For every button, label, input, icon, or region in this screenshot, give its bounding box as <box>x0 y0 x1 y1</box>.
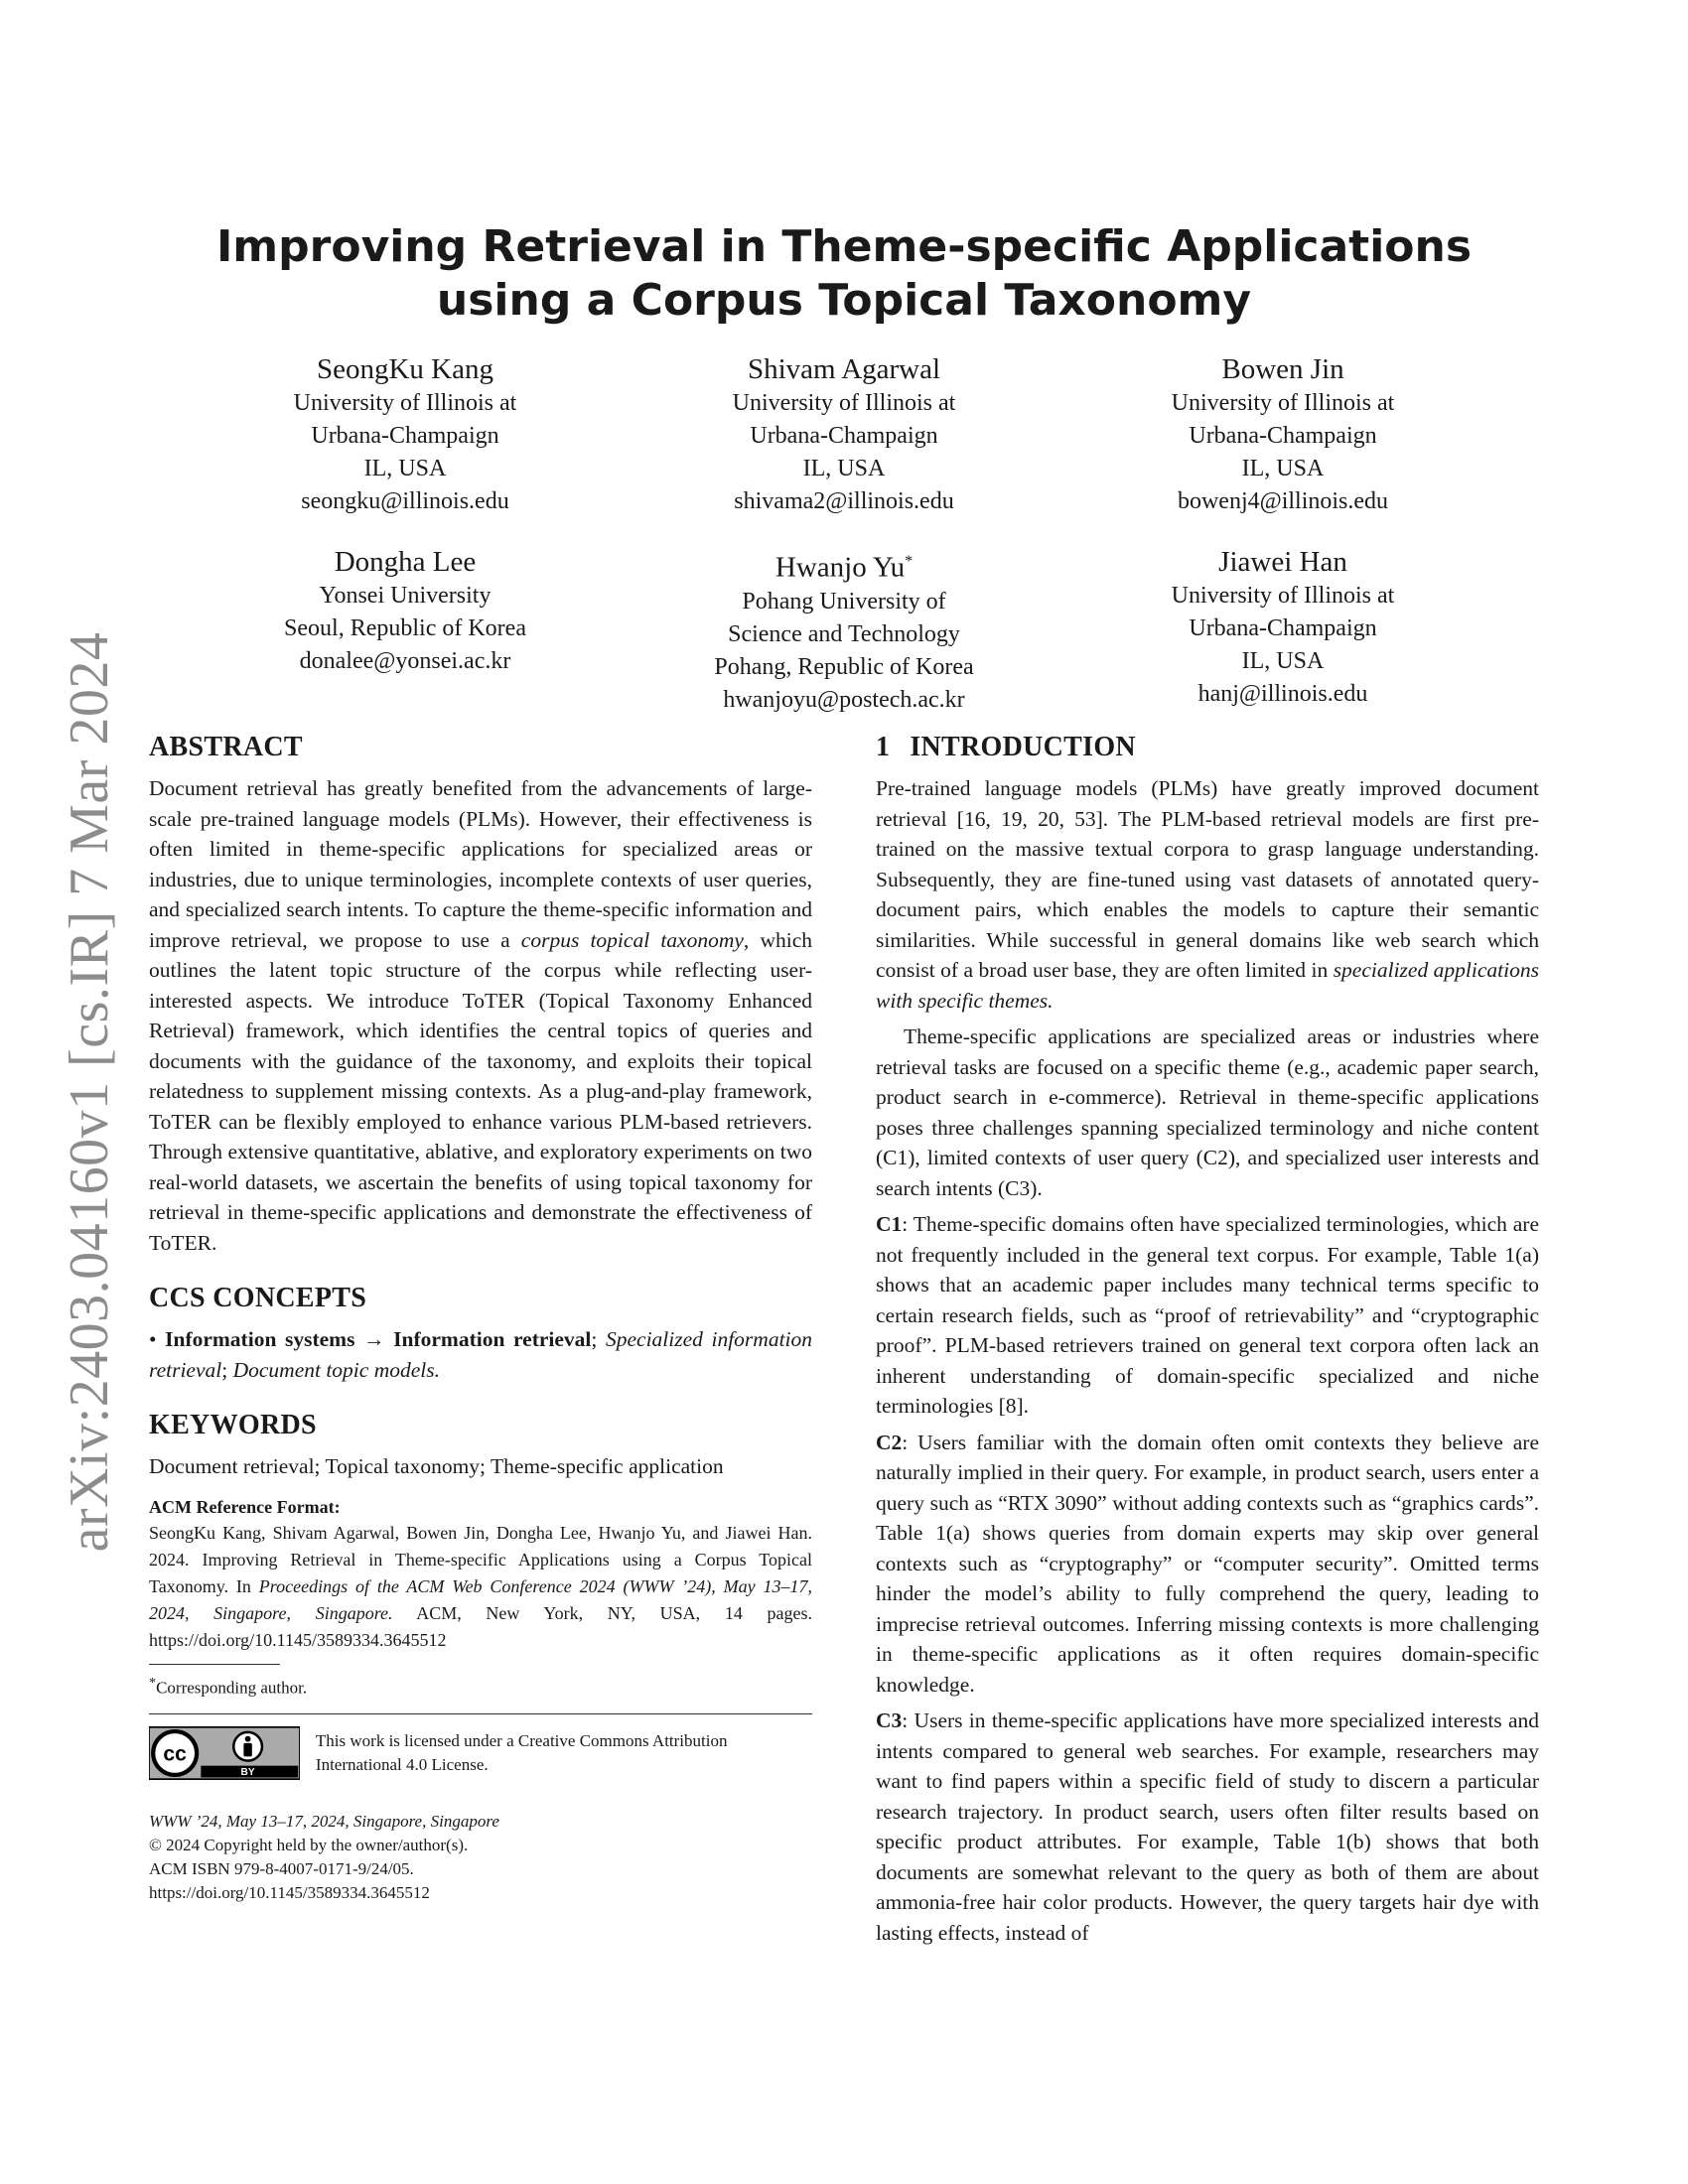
publication-venue: WWW ’24, May 13–17, 2024, Singapore, Singapore <box>149 1812 499 1832</box>
author-affiliation: Urbana-Champaign <box>750 423 938 449</box>
author-email[interactable]: bowenj4@illinois.edu <box>1177 488 1389 514</box>
author-affiliation: Urbana-Champaign <box>1189 615 1377 641</box>
challenge-text: : Users familiar with the domain often omit contexts they believe are naturally implied in their query. For example, in product search, users enter a query such as “RTX 3090” without adding contexts such as “graphics cards”. Table 1(a) shows queries from domain experts may skip over general contexts such as “cryptography” or “computer security”. Omitted terms hinder the model’s ability to fully comprehend the query, leading to imprecise retrieval outcomes. Inferring missing contexts is more challenging in theme-specific applications as it often requires domain-specific knowledge. <box>876 1430 1539 1697</box>
right-column <box>876 731 1539 1948</box>
author-block <box>1094 351 1472 518</box>
ccs-heading: CCS CONCEPTS <box>149 1283 367 1313</box>
author-name: SeongKu Kang <box>316 353 493 385</box>
introduction-heading <box>876 731 1539 764</box>
reference-plain-1: SeongKu Kang, Shivam Agarwal, Bowen Jin, Dongha Lee, Hwanjo Yu, and Jiawei Han. 2024. Improving Retrieval in Theme-specific Applications using a Corpus Topical Taxonomy. In <box>149 1522 812 1596</box>
footnote <box>149 1671 812 1701</box>
author-block <box>216 544 594 678</box>
keywords-text: Document retrieval; Topical taxonomy; Theme-specific application <box>149 1454 724 1478</box>
ccs-concept-3: Specialized information retrieval <box>149 1327 813 1382</box>
challenge-text: : Users in theme-specific applications have more specialized interests and intents compared to general web searches. For example, researchers may want to find papers within a specific field of study to discern a particular research trajectory. In product search, users often filter results based on specific product attributes. For example, Table 1(b) shows that both documents are somewhat relevant to the query as both of them are about ammonia-free hair color products. However, the query targets hair dye with lasting effects, instead of <box>876 1708 1539 1945</box>
challenge-c1 <box>876 1209 1539 1422</box>
title-line-1: Improving Retrieval in Theme-specific Applications <box>215 221 1473 272</box>
reference-text <box>149 1520 812 1654</box>
author-affiliation: Urbana-Champaign <box>311 423 499 449</box>
ccs-arrow: → <box>363 1327 385 1351</box>
author-affiliation: University of Illinois at <box>293 390 517 416</box>
cc-symbol: cc <box>163 1742 187 1766</box>
author-email[interactable]: hanj@illinois.edu <box>1197 681 1368 707</box>
author-affiliation: University of Illinois at <box>732 390 956 416</box>
intro-paragraph <box>876 773 1539 1016</box>
abstract-text-part2: , which outlines the latent topic structure of the corpus while reflecting user-interested aspects. We introduce ToTER (Topical Taxonomy Enhanced Retrieval) framework, which identifies the central topics of queries and documents with the guidance of the taxonomy, and exploits their topical relatedness to supplement missing contexts. As a plug-and-play framework, ToTER can be flexibly employed to enhance various PLM-based retrievers. Through extensive quantitative, ablative, and exploratory experiments on two real-world datasets, we ascertain the benefits of using topical taxonomy for retrieval in theme-specific applications and demonstrate the effectiveness of ToTER. <box>149 927 812 1255</box>
author-affiliation: Pohang University of <box>742 588 946 614</box>
publication-info <box>149 1810 812 1905</box>
author-name <box>655 544 1033 586</box>
ccs-concepts <box>149 1324 812 1385</box>
attribution-head <box>245 1736 251 1742</box>
paper-title <box>149 220 1539 328</box>
author-name-text: Hwanjo Yu <box>774 551 906 584</box>
author-block <box>1094 544 1472 711</box>
reference-plain-2: ACM, New York, NY, USA, 14 pages. https://doi.org/10.1145/3589334.3645512 <box>149 1602 813 1650</box>
author-location: IL, USA <box>1241 648 1325 674</box>
keywords-heading: KEYWORDS <box>149 1410 317 1440</box>
footnote-text: Corresponding author. <box>156 1678 308 1698</box>
intro-paragraph-text: Pre-trained language models (PLMs) have greatly improved document retrieval [16, 19, 20, 53]. The PLM-based retrieval models are first pre-trained on the massive textual corpora to grasp language understanding. Subsequently, they are fine-tuned using vast datasets of annotated query-document pairs, which enables the models to capture their semantic similarities. While successful in general domains like web search which consist of a broad user base, they are often limited in <box>876 776 1539 982</box>
ccs-bullet: • <box>149 1327 157 1351</box>
license-row <box>149 1722 812 1784</box>
copyright-line: © 2024 Copyright held by the owner/author(s). <box>149 1836 469 1855</box>
ccs-separator: ; <box>591 1327 598 1351</box>
challenge-c2 <box>876 1428 1539 1701</box>
attribution-body <box>243 1743 251 1757</box>
challenge-label: C1 <box>876 1212 903 1236</box>
abstract-heading: ABSTRACT <box>149 732 303 762</box>
ccs-concept-2: Information retrieval <box>393 1327 592 1351</box>
author-block <box>655 351 1033 518</box>
author-name: Dongha Lee <box>334 546 477 578</box>
cc-by-license-icon[interactable] <box>149 1722 300 1784</box>
doi-link[interactable]: https://doi.org/10.1145/3589334.3645512 <box>149 1883 430 1903</box>
author-name: Shivam Agarwal <box>747 353 941 385</box>
left-column <box>149 731 812 1905</box>
author-email[interactable]: donalee@yonsei.ac.kr <box>299 648 511 674</box>
ccs-concept-1: Information systems <box>165 1327 355 1351</box>
intro-paragraph: Theme-specific applications are specialized areas or industries where retrieval tasks are focused on a specific theme (e.g., academic paper search, product search in e-commerce). Retrieval in theme-specific applications poses three challenges spanning specialized terminology and niche content (C1), limited contexts of user query (C2), and specialized user interests and search intents (C3). <box>876 1024 1539 1200</box>
corresponding-marker: * <box>905 553 914 570</box>
license-divider <box>149 1713 812 1714</box>
challenge-label: C2 <box>876 1430 903 1454</box>
author-location: IL, USA <box>1241 456 1325 481</box>
footnote-marker: * <box>149 1674 157 1691</box>
section-number: 1 <box>876 732 891 762</box>
author-affiliation: University of Illinois at <box>1171 390 1395 416</box>
abstract-text-part1: Document retrieval has greatly benefited from the advancements of large-scale pre-trained language models (PLMs). However, their effectiveness is often limited in theme-specific applications for specialized areas or industries, due to unique terminologies, incomplete contexts of user queries, and specialized search intents. To capture the theme-specific information and improve retrieval, we propose to use a <box>149 776 812 952</box>
author-block <box>655 544 1033 717</box>
challenge-c3 <box>876 1706 1539 1948</box>
author-affiliation: Urbana-Champaign <box>1189 423 1377 449</box>
by-label: BY <box>240 1767 255 1779</box>
author-location: Seoul, Republic of Korea <box>284 615 526 641</box>
challenge-label: C3 <box>876 1708 903 1732</box>
challenge-text: : Theme-specific domains often have specialized terminologies, which are not frequently included in the general text corpus. For example, Table 1(a) shows that an academic paper includes many technical terms specific to certain research fields, such as “proof of retrievability” and “cryptographic proof”. PLM-based retrievers trained on general text corpora often lack an inherent understanding of domain-specific specialized and niche terminologies [8]. <box>876 1212 1539 1418</box>
ccs-concept-4: Document topic models. <box>232 1357 440 1382</box>
author-email[interactable]: seongku@illinois.edu <box>301 488 509 514</box>
reference-heading: ACM Reference Format: <box>149 1496 341 1517</box>
author-name: Bowen Jin <box>1221 353 1344 385</box>
section-title: INTRODUCTION <box>910 732 1136 762</box>
author-location: IL, USA <box>802 456 886 481</box>
author-email[interactable]: shivama2@illinois.edu <box>734 488 954 514</box>
author-affiliation: Yonsei University <box>319 583 492 609</box>
intro-emphasis: specialized applications with specific themes. <box>876 958 1539 1013</box>
abstract-text <box>149 773 812 1258</box>
abstract-emphasis: corpus topical taxonomy <box>520 927 744 952</box>
arxiv-identifier: arXiv:2403.04160v1 [cs.IR] 7 Mar 2024 <box>59 631 120 1553</box>
author-email[interactable]: hwanjoyu@postech.ac.kr <box>723 686 965 713</box>
isbn-line: ACM ISBN 979-8-4007-0171-9/24/05. <box>149 1859 414 1879</box>
author-block <box>216 351 594 518</box>
author-affiliation: University of Illinois at <box>1171 583 1395 609</box>
reference-venue: Proceedings of the ACM Web Conference 2024 (WWW ’24), May 13–17, 2024, Singapore, Singapore. <box>149 1575 813 1623</box>
author-location: Pohang, Republic of Korea <box>714 653 974 680</box>
author-location: IL, USA <box>363 456 447 481</box>
title-line-2: using a Corpus Topical Taxonomy <box>436 275 1252 326</box>
author-name: Jiawei Han <box>1218 546 1347 578</box>
license-text: This work is licensed under a Creative Commons Attribution International 4.0 License. <box>315 1731 728 1775</box>
ccs-separator: ; <box>221 1357 228 1382</box>
author-affiliation: Science and Technology <box>728 620 960 647</box>
footnote-divider <box>149 1664 280 1665</box>
